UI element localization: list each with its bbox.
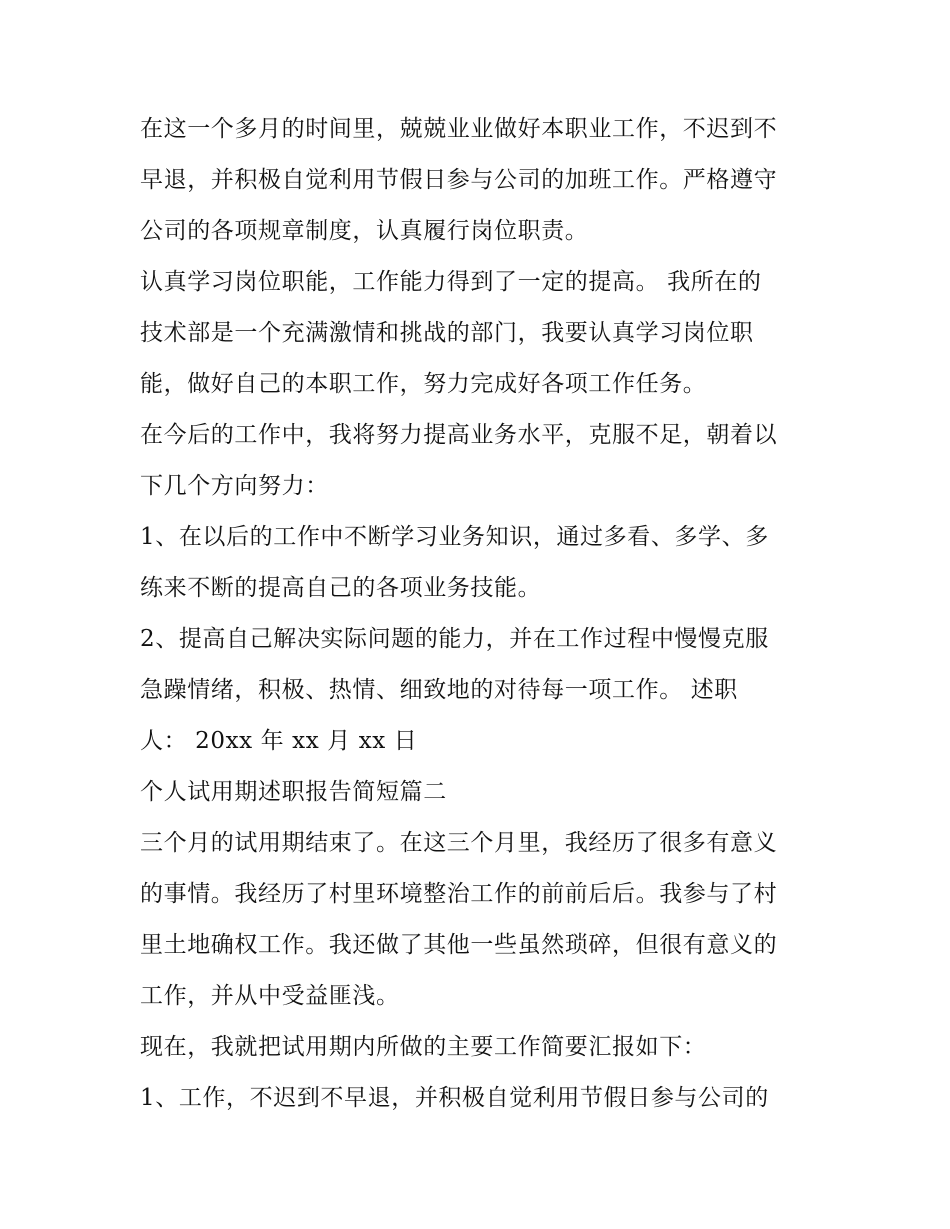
text-line-12: 急躁情绪，积极、热情、细致地的对待每一项工作。 述职 (140, 677, 738, 703)
text-line-7: 在今后的工作中，我将努力提高业务水平，克服不足，朝着以 (140, 422, 778, 448)
document-body (140, 104, 830, 1124)
text-line-19: 现在，我就把试用期内所做的主要工作简要汇报如下： (140, 1034, 707, 1060)
text-line-4: 认真学习岗位职能，工作能力得到了一定的提高。 我所在的 (140, 269, 762, 295)
text-line-15: 三个月的试用期结束了。在这三个月里，我经历了很多有意义 (140, 830, 778, 856)
text-line-3: 公司的各项规章制度，认真履行岗位职责。 (140, 218, 589, 244)
signature-date-line: 人： 20xx 年 xx 月 xx 日 (140, 728, 418, 754)
text-line-5: 技术部是一个充满激情和挑战的部门，我要认真学习岗位职 (140, 320, 754, 346)
text-line-11: 2、提高自己解决实际问题的能力，并在工作过程中慢慢克服 (140, 626, 769, 652)
text-line-6: 能，做好自己的本职工作，努力完成好各项工作任务。 (140, 371, 707, 397)
text-line-16: 的事情。我经历了村里环境整治工作的前前后后。我参与了村 (140, 881, 778, 907)
text-line-10: 练来不断的提高自己的各项业务技能。 (140, 575, 542, 601)
text-line-18: 工作，并从中受益匪浅。 (140, 983, 400, 1009)
text-line-9: 1、在以后的工作中不断学习业务知识，通过多看、多学、多 (140, 524, 769, 550)
text-line-2: 早退，并积极自觉利用节假日参与公司的加班工作。严格遵守 (140, 167, 778, 193)
section-heading: 个人试用期述职报告简短篇二 (140, 779, 447, 805)
text-line-17: 里土地确权工作。我还做了其他一些虽然琐碎，但很有意义的 (140, 932, 778, 958)
text-line-20: 1、工作，不迟到不早退，并积极自觉利用节假日参与公司的 (140, 1085, 769, 1111)
text-line-8: 下几个方向努力： (140, 473, 329, 499)
text-line-1: 在这一个多月的时间里，兢兢业业做好本职业工作，不迟到不 (140, 116, 778, 142)
